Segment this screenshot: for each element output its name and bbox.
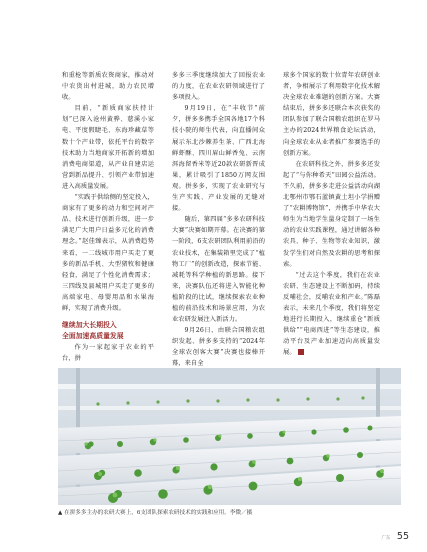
article-end-mark	[298, 349, 304, 355]
hydroponic-farm-photo	[58, 368, 401, 505]
caption-triangle-icon: ▲	[58, 510, 63, 516]
paragraph: “实践于供给侧的坚定投入，商家有了更多的动力和空间对产品、技术进行创新升级，进一步满足广大用户日益多元化的消费理念。”赵佳臻表示，从消费趋势来看，一二线城市用户买走了更多的新品手机、大型猪牧和健康轻食，满足了个性化消费需求；三四线及县城用户买走了更多的高端家电、母婴用品和水果海鲜，实现了消费升级。	[62, 194, 154, 312]
paragraph: 和重枪等新质农资商家，推动对中农货出村进城，助力农民增收。	[62, 72, 154, 102]
paragraph: 9月19日，在“丰收节”前夕，拼多多携手全国各地17个科技小院的师生代表，向直播间众展示东北沙棘养生茶、广西北海鲜虾酥、四川眉山鲜香兔、云南洱海留香米等近20款农研新晋成果，累计吸引了1850万网友围观。拼多多，实现了农业研究与生产实践、产业发展的无缝对接。	[172, 105, 265, 213]
magazine-brand: 广东	[381, 536, 391, 541]
paragraph: 球多个国家的数十位青年农研创业者，争相展示了利用数字化技术解决全球农业难题的创新方案。大赛结束后，拼多多还联合本次获奖的团队参加了联合国粮农组织在罗马主办的2024世界粮食论坛活动，向全球农业从业者推广参赛选手的创新方案。	[283, 72, 380, 157]
page-folio	[381, 531, 409, 542]
section-subheading: 继续加大长期投入 全面加速高质量发展	[62, 321, 124, 341]
caption-text: 在拼多多主办的农研大赛上，6支团队探索农研技术的实践和应用。李微／摄	[64, 510, 253, 516]
paragraph: 多多三季度继续加大了回报农业的力度，在农业农研领域进行了多项投入。	[172, 72, 265, 102]
photo-caption	[58, 509, 401, 517]
paragraph-text: “过去这个季度，我们在农业农研、生态建设上不断加码，持续反哺社会，反哺农业和产业。”陈磊表示，未来几个季度，我们将坚定地进行长期投入，继续重仓“新质供给”“电商西进”等生态建设，推动平台及产业加速迈向高质量发展。	[283, 271, 380, 357]
paragraph: 随后，第四届“多多农研科技大赛”决赛如期开幕。在决赛的第一阶段，6支农研团队利用前沿的农业技术，在集装箱里完成了“植物工厂”的创新改造，探索节能、减耗等科学种植的新思路。接下来，决赛队伍还将进入智能化种植阶段的比试，继续探索农业种植的前沿技术和场景应用，为农业农研发展注入新活力。	[172, 216, 265, 324]
paragraph: 9月26日，由联合国粮农组织发起、拼多多支持的“2024年全球农创客大赛”决赛也接棒开幕，来自全	[172, 327, 265, 368]
paragraph: 在农研科技之外，拼多多还发起了“与你种希天”田园公益活动。不久前，拼多多走进公益活动向湖北鄂州市鄂石蓝镇黄土坦小学捐赠了“农耕博物馆”，并携手中华农大师生为当地学生量身定制了一场生动的农业实践课程，通过讲解各种农具、种子、生物等农业知识，激发学生们对自然及农耕的思考和探索。	[283, 160, 380, 268]
text-column-1	[62, 70, 154, 364]
text-column-3	[283, 70, 380, 358]
text-column-2	[172, 70, 265, 370]
paragraph	[283, 270, 380, 359]
paragraph: 作为一家起家于农业的平台，拼	[62, 344, 154, 363]
paragraph: 目前，“新质商家扶持计划”已深入沧州黄骅、慈溪小家电、平度假睫毛、东海珍藏草等数十个产业带，依托平台的数字技术助力当地商家开拓新的增加消费电商渠道，从产业自建店运营到新品提升、引领产业带加速进入高质量发展。	[62, 105, 154, 190]
page-number: 55	[396, 531, 409, 542]
